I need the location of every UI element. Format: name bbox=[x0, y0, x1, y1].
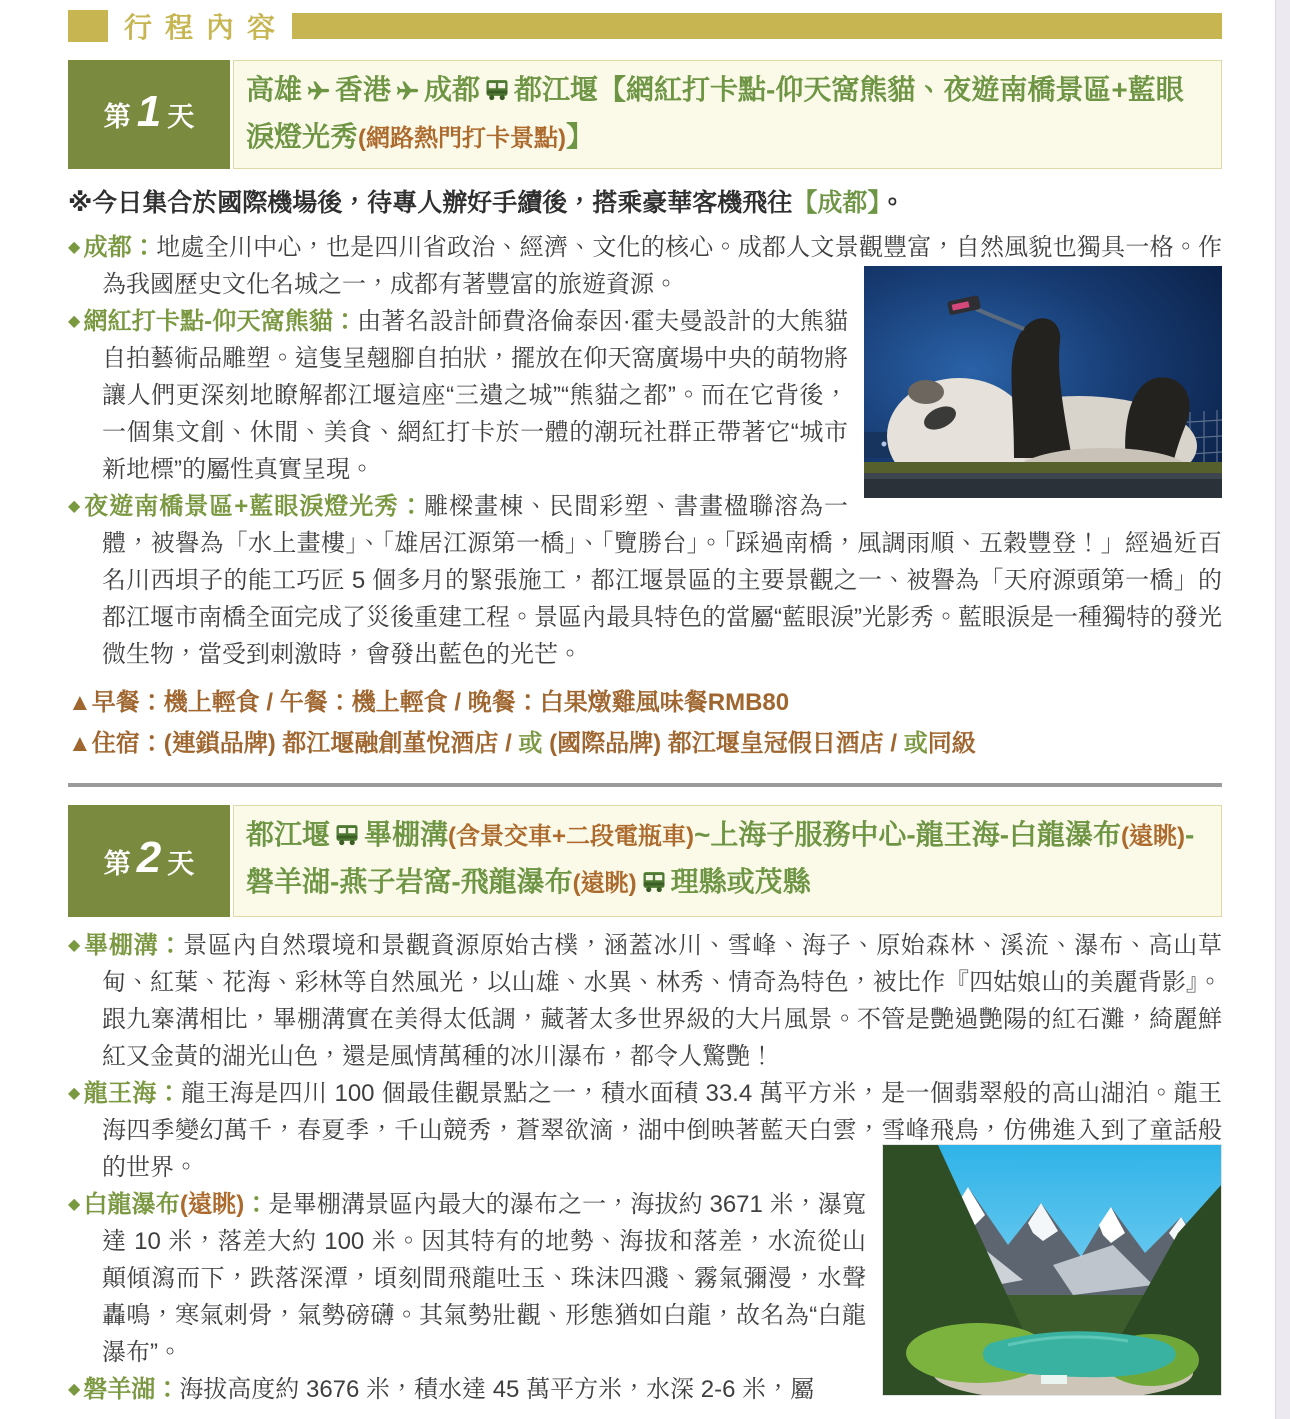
bus-icon bbox=[640, 866, 668, 908]
lodging-or-2: 或 bbox=[903, 730, 928, 757]
bullet-bipenggou-text: 景區內自然環境和景觀資源原始古樸，涵蓋冰川、雪峰、海子、原始森林、溪流、瀑布、高山草甸、紅葉、花海、彩林等自然風光，以山雄、水異、林秀、情奇為特色，被比作『四姑娘山的美麗背影』。跟九寨溝相比，畢棚溝實在美得太低調，藏著太多世界級的大片風景。不管是艷過艷陽的紅石灘，綺麗鮮紅又金黃的湖光山色，還是風情萬種的冰川瀑布，都令人驚艷！ bbox=[102, 932, 1223, 1070]
day2-title-seg4: ~上海子服務中心-龍王海-白龍瀑布 bbox=[694, 819, 1122, 850]
day1-title-note: (網路熱門打卡景點) bbox=[358, 125, 566, 152]
gold-square-decoration bbox=[68, 10, 108, 42]
bus-icon bbox=[333, 819, 361, 861]
panda-sculpture-photo bbox=[864, 266, 1222, 498]
day2-title-seg1: 都江堰 bbox=[246, 819, 331, 850]
diamond-bullet-icon: ◆ bbox=[68, 498, 82, 515]
bullet-bailong-lead: 白龍瀑布 bbox=[83, 1191, 180, 1218]
day2-title-note3: (遠眺) bbox=[572, 870, 637, 897]
day1-label-prefix: 第 bbox=[103, 102, 131, 132]
day1-title bbox=[233, 60, 1222, 169]
bullet-bailong-note: (遠眺) bbox=[179, 1191, 245, 1218]
bullet-bipenggou bbox=[68, 927, 1222, 1075]
day-divider bbox=[68, 783, 1222, 787]
bullet-panda-text: 由著名設計師費洛倫泰因·霍夫曼設計的大熊貓自拍藝術品雕塑。這隻呈翹腳自拍狀，擺放在仰天窩廣場中央的萌物將讓人們更深刻地瞭解都江堰這座“三遺之城”“熊貓之都”。而在它背後，一個集文創、休閒、美食、網紅打卡於一體的潮玩社群正帶著它“城市新地標”的屬性真實呈現。 bbox=[102, 308, 849, 483]
diamond-bullet-icon: ◆ bbox=[68, 313, 81, 330]
bullet-nanqiao-lead: 夜遊南橋景區+藍眼淚燈光秀 bbox=[84, 493, 400, 520]
bullet-nanqiao-text: 雕樑畫棟、民間彩塑、書畫楹聯溶為一體，被譽為「水上畫樓」、「雄居江源第一橋」、「覽勝台」。「踩過南橋，風調雨順、五穀豐登！」經過近百名川西垻子的能工巧匠 5 個多月的緊張施工，都江堰景區的主要景觀之一、被譽為「天府源頭第一橋」的都江堰市南橋全面完成了災後重建工程。景區內最具特色的當屬“藍眼淚”光影秀。藍眼淚是一種獨特的發光微生物，當受到刺激時，會發出藍色的光芒。 bbox=[102, 493, 1222, 668]
day2-label-suffix: 天 bbox=[167, 848, 195, 879]
day1-note-line bbox=[68, 185, 1222, 221]
bullet-nanqiao bbox=[68, 488, 1222, 673]
note-period: 。 bbox=[879, 189, 905, 217]
lodging-seg1: ▲住宿：(連鎖品牌) 都江堰融創堇悅酒店 / bbox=[68, 730, 519, 757]
bus-icon bbox=[483, 74, 511, 116]
bullet-panda-lead: 網紅打卡點-仰天窩熊貓 bbox=[83, 308, 334, 335]
bullet-panyanghu-lead: 磐羊湖 bbox=[83, 1376, 156, 1403]
day1-title-seg1: 高雄 bbox=[246, 74, 303, 105]
bullet-longwanghai-text: 龍王海是四川 100 個最佳觀景點之一，積水面積 33.4 萬平方米，是一個翡翠般的高山湖泊。龍王海四季變幻萬千，春夏季，千山競秀，蒼翠欲滴，湖中倒映著藍天白雲，雪峰飛鳥，仿佛進入到了童話般的世界。 bbox=[102, 1080, 1222, 1181]
day1-title-seg4: 都江堰【網紅打卡點-仰天窩熊貓、夜遊南橋景區+藍眼淚燈光秀 bbox=[246, 74, 1184, 152]
day2-title-seg2: 畢棚溝 bbox=[364, 819, 449, 850]
bullet-chengdu-lead: 成都 bbox=[83, 234, 133, 261]
mountain-lake-photo bbox=[882, 1144, 1222, 1396]
diamond-bullet-icon: ◆ bbox=[68, 937, 82, 954]
day2-bullets bbox=[68, 927, 1222, 1408]
bullet-colon: ： bbox=[132, 234, 157, 261]
plane-icon bbox=[394, 74, 421, 116]
day1-title-seg3: 成都 bbox=[424, 74, 481, 105]
day1-label-number: 1 bbox=[136, 86, 162, 136]
day2-label bbox=[68, 805, 230, 917]
section-title: 行程內容 bbox=[124, 12, 289, 43]
day1-header bbox=[68, 60, 1222, 169]
lodging-seg3: 同級 bbox=[927, 730, 976, 757]
day1-bullets bbox=[68, 229, 1222, 761]
day2-title-seg6: -磐羊湖-燕子岩窩-飛龍瀑布 bbox=[246, 819, 1195, 897]
diamond-bullet-icon: ◆ bbox=[68, 239, 81, 256]
section-header bbox=[68, 8, 1222, 44]
day2-title-seg8: 理縣或茂縣 bbox=[670, 866, 811, 897]
itinerary-content bbox=[68, 8, 1222, 1408]
lodging-or-1: 或 bbox=[518, 730, 543, 757]
mountain-photo-illustration bbox=[883, 1145, 1221, 1395]
panda-photo-illustration bbox=[864, 266, 1222, 498]
bullet-colon: ： bbox=[158, 932, 184, 959]
diamond-bullet-icon: ◆ bbox=[68, 1196, 81, 1213]
day1-label bbox=[68, 60, 230, 169]
bullet-colon: ： bbox=[155, 1376, 180, 1403]
diamond-bullet-icon: ◆ bbox=[68, 1085, 81, 1102]
bullet-panyanghu-text: 海拔高度約 3676 米，積水達 45 萬平方米，水深 2-6 米，屬 bbox=[179, 1376, 815, 1403]
bullet-colon: ： bbox=[244, 1191, 269, 1218]
day1-lodging bbox=[68, 726, 1222, 761]
day2-title-note1: (含景交車+二段電瓶車) bbox=[448, 823, 695, 850]
bullet-longwanghai-lead: 龍王海 bbox=[83, 1080, 157, 1107]
bullet-colon: ： bbox=[399, 493, 425, 520]
day1-meals: ▲早餐：機上輕食 / 午餐：機上輕食 / 晚餐：白果燉雞風味餐RMB80 bbox=[68, 689, 790, 716]
scrollbar[interactable] bbox=[1275, 0, 1290, 1419]
day1-label-suffix: 天 bbox=[167, 102, 195, 132]
bullet-bailong-text: 是畢棚溝景區內最大的瀑布之一，海拔約 3671 米，瀑寬達 10 米，落差大約 100 米。因其特有的地勢、海拔和落差，水流從山顛傾瀉而下，跌落深潭，頃刻間飛龍吐玉、珠沫四濺、霧氣彌漫，水聲轟鳴，寒氣刺骨，氣勢磅礴。其氣勢壯觀、形態猶如白龍，故名為“白龍瀑布”。 bbox=[102, 1191, 867, 1366]
bullet-chengdu-text: 地處全川中心，也是四川省政治、經濟、文化的核心。成都人文景觀豐富，自然風貌也獨具一格。作為我國歷史文化名城之一，成都有著豐富的旅遊資源。 bbox=[102, 234, 1223, 298]
gold-bar-decoration bbox=[292, 13, 1222, 39]
note-text: ※今日集合於國際機場後，待專人辦好手續後，搭乘豪華客機飛往 bbox=[68, 189, 793, 217]
lodging-seg2: (國際品牌) 都江堰皇冠假日酒店 / bbox=[542, 730, 904, 757]
bullet-bipenggou-lead: 畢棚溝 bbox=[84, 932, 159, 959]
bullet-colon: ： bbox=[156, 1080, 182, 1107]
day2-label-prefix: 第 bbox=[103, 848, 131, 879]
day2-header bbox=[68, 805, 1222, 917]
bullet-colon: ： bbox=[333, 308, 358, 335]
day1-title-seg6: 】 bbox=[566, 121, 595, 152]
day2-title-note2: (遠眺) bbox=[1121, 823, 1186, 850]
note-highlight: 【成都】 bbox=[792, 189, 880, 217]
plane-icon bbox=[305, 74, 332, 116]
day1-title-seg2: 香港 bbox=[335, 74, 392, 105]
day2-label-number: 2 bbox=[136, 833, 162, 882]
day2-title bbox=[233, 805, 1222, 917]
diamond-bullet-icon: ◆ bbox=[68, 1381, 81, 1398]
